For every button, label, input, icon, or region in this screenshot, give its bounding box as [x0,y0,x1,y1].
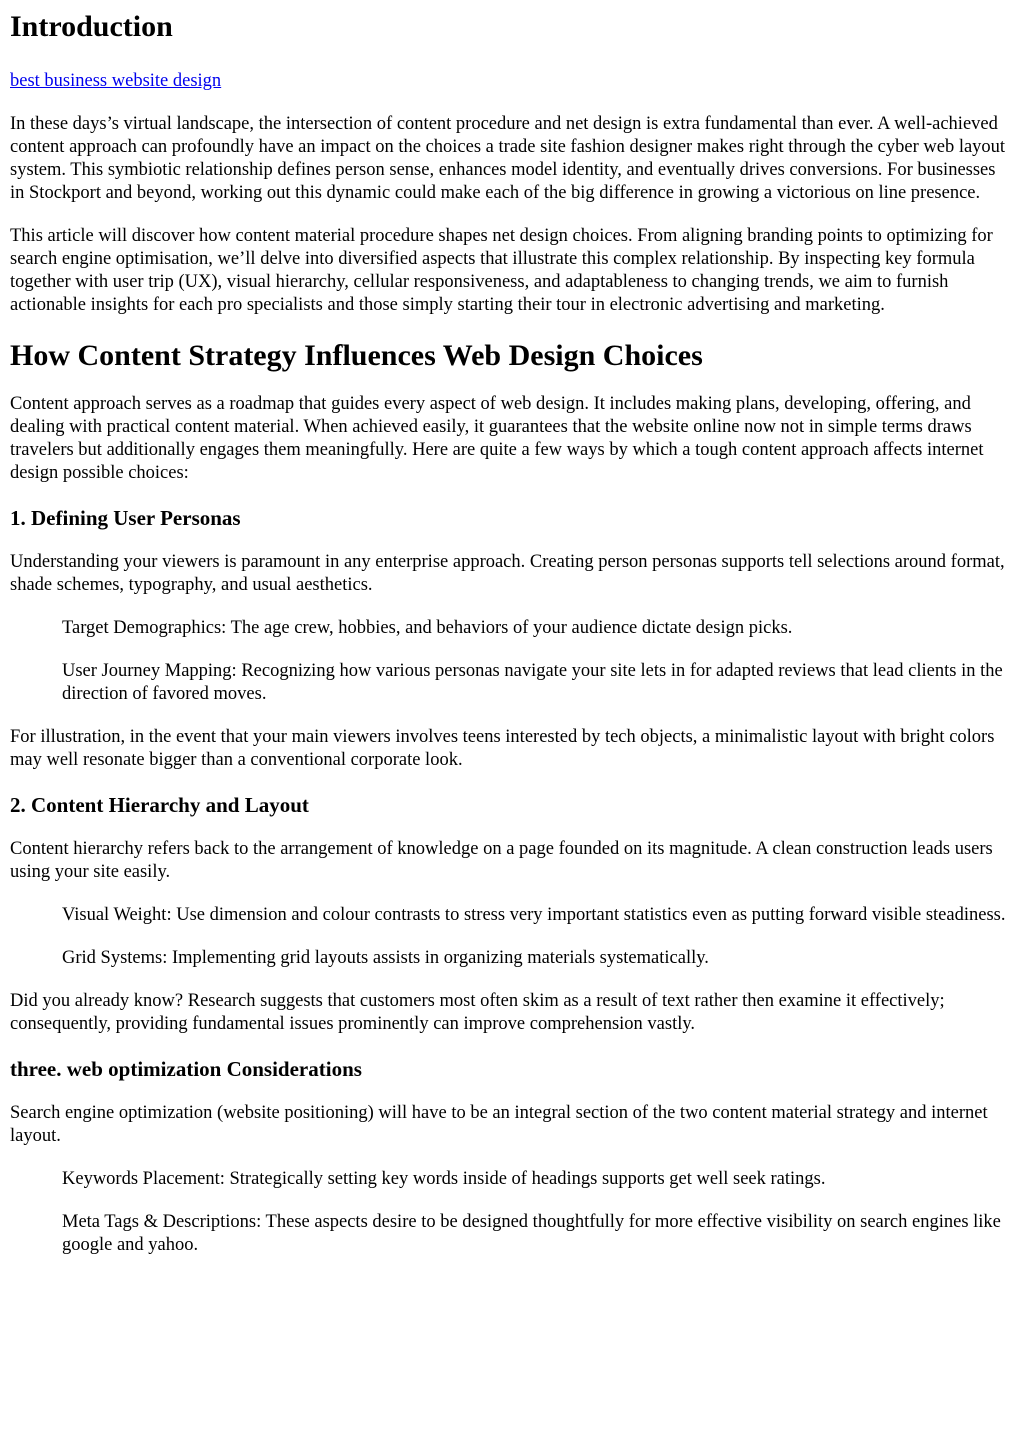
list-item: Grid Systems: Implementing grid layouts assists in organizing materials systematically. [62,948,709,968]
list-item: Meta Tags & Descriptions: These aspects desire to be designed thoughtfully for more effective visibility on search engines like google and yahoo. [62,1212,1001,1255]
list-item: Visual Weight: Use dimension and colour contrasts to stress very important statistics even as putting forward visible steadiness. [62,905,1006,925]
intro-paragraph-1: In these days’s virtual landscape, the intersection of content procedure and net design is extra fundamental than ever. A well-achieved content approach can profoundly have an impact on the choices a trade site fashion designer makes right through the cyber web layout system. This symbiotic relationship defines person sense, enhances model identity, and eventually drives conversions. For businesses in Stockport and beyond, working out this dynamic could make each of the big difference in growing a victorious on line presence. [10,114,1006,203]
section-heading-user-personas: 1. Defining User Personas [10,506,241,530]
section-closing-paragraph: Did you already know? Research suggests that customers most often skim as a result of text rather then examine it effectively; consequently, providing fundamental issues prominently can improve comprehension vastly. [10,991,945,1034]
section-paragraph: Search engine optimization (website positioning) will have to be an integral section of the two content material strategy and internet layout. [10,1103,988,1146]
intro-paragraph-2: This article will discover how content material procedure shapes net design choices. From aligning branding points to optimizing for search engine optimisation, we’ll delve into diversified aspects that illustrate this complex relationship. By inspecting key formula together with user trip (UX), visual hierarchy, cellular responsiveness, and adaptableness to changing trends, we aim to furnish actionable insights for each pro specialists and those simply starting their tour in electronic advertising and marketing. [10,226,993,315]
list-item: Target Demographics: The age crew, hobbies, and behaviors of your audience dictate design picks. [62,618,793,638]
main-heading: How Content Strategy Influences Web Design Choices [10,339,703,372]
section-paragraph: Content hierarchy refers back to the arrangement of knowledge on a page founded on its magnitude. A clean construction leads users using your site easily. [10,839,993,882]
section-paragraph: Understanding your viewers is paramount in any enterprise approach. Creating person personas supports tell selections around format, shade schemes, typography, and usual aesthetics. [10,552,1005,595]
list-item: Keywords Placement: Strategically setting key words inside of headings supports get well seek ratings. [62,1169,826,1189]
section-heading-seo: three. web optimization Considerations [10,1057,362,1081]
list-item: User Journey Mapping: Recognizing how various personas navigate your site lets in for adapted reviews that lead clients in the direction of favored moves. [62,661,1003,704]
section-heading-content-hierarchy: 2. Content Hierarchy and Layout [10,793,309,817]
link-wrapper [10,70,1014,93]
main-intro-paragraph: Content approach serves as a roadmap that guides every aspect of web design. It includes making plans, developing, offering, and dealing with practical content material. When achieved easily, it guarantees that the website online now not in simple terms draws travelers but additionally engages them meaningfully. Here are quite a few ways by which a tough content approach affects internet design possible choices: [10,394,984,483]
business-website-design-link[interactable]: best business website design [10,71,222,91]
article [0,10,1024,1257]
intro-heading: Introduction [10,10,173,43]
section-closing-paragraph: For illustration, in the event that your main viewers involves teens interested by tech objects, a minimalistic layout with bright colors may well resonate bigger than a conventional corporate look. [10,727,995,770]
